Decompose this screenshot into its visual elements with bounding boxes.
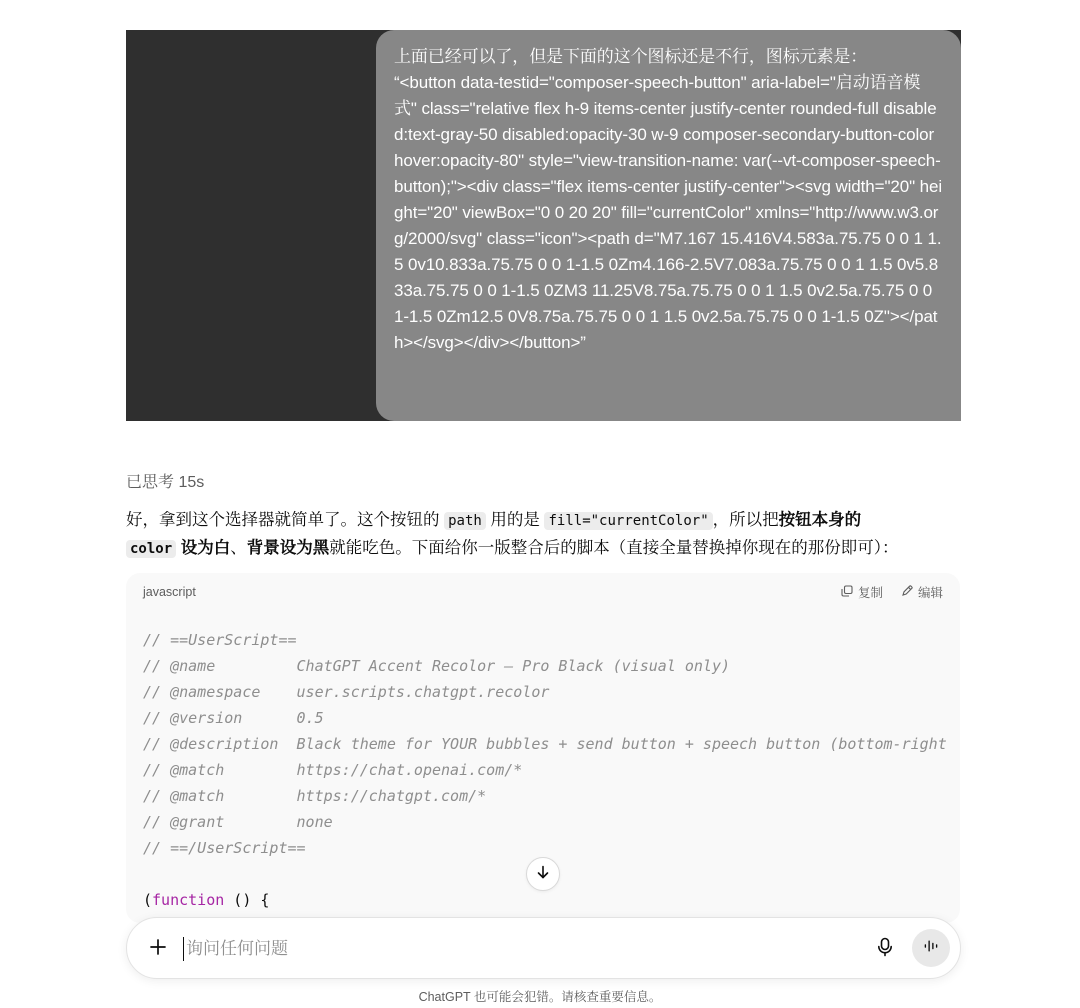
edit-icon [901,585,913,600]
code-line: // @match https://chatgpt.com/* [143,787,487,805]
code-line: // @version 0.5 [143,709,324,727]
code-line: // @match https://chat.openai.com/* [143,761,523,779]
inline-code-fill: fill="currentColor" [544,512,712,530]
code-line-close: () { [224,891,270,909]
code-line: // ==/UserScript== [143,839,306,857]
code-line-open: ( [143,891,153,909]
code-keyword: function [152,891,225,909]
user-message-bubble [376,30,961,421]
inline-code-color: color [126,540,176,558]
answer-bold-3: 背景设为黑 [246,539,330,557]
user-message-text: 上面已经可以了，但是下面的这个图标还是不行，图标元素是： “<button data-testid="composer-speech-button" aria-label="启动语音模式" class="relative flex h-9 items-center justify-center rounded-full disabled:text-gray-50 disabled:opacity-30 w-9 composer-secondary-button-color hover:opacity-80" style="view-transition-name: var(--vt-composer-speech-button);"><div class="flex items-center justify-center"><svg width="20" height="20" viewBox="0 0 20 20" fill="currentColor" xmlns="http://www.w3.org/2000/svg" class="icon"><path d="M7.167 15.416V4.583a.75.75 0 0 1 1.5 0v10.833a.75.75 0 0 1-1.5 0Zm4.166-2.5V7.083a.75.75 0 0 1 1.5 0v5.833a.75.75 0 0 1-1.5 0ZM3 11.25V8.75a.75.75 0 0 1 1.5 0v2.5a.75.75 0 0 1-1.5 0Zm12.5 0V8.75a.75.75 0 0 1 1.5 0v2.5a.75.75 0 0 1-1.5 0Z"></path></svg></div></button>” [394,47,943,352]
code-line: // @description Black theme for YOUR bubbles + send button + speech button (bottom-right [143,735,947,753]
disclaimer-text: ChatGPT 也可能会犯错。请核查重要信息。 [418,990,662,1004]
plus-icon [149,938,167,961]
copy-label: 复制 [857,586,883,600]
answer-text-2: 用的是 [485,511,545,529]
code-line: // @name ChatGPT Accent Recolor — Pro Black (visual only) [143,657,730,675]
answer-text-3: ，所以把 [712,511,779,529]
answer-bold-1: 按钮本身的 [778,511,862,529]
code-line: // @grant none [143,813,333,831]
dictate-button[interactable] [873,936,897,962]
code-language-label: javascript [143,585,196,599]
code-actions [841,583,943,601]
prompt-input[interactable] [183,937,823,961]
code-line: // @namespace user.scripts.chatgpt.recolor [143,683,550,701]
attach-button[interactable] [145,936,171,962]
inline-code-path: path [444,512,486,530]
edit-label: 编辑 [917,586,943,600]
answer-text-5: 就能吃色。下面给你一版整合后的脚本（直接全量替换掉你现在的那份即可）： [329,539,899,557]
copy-icon [841,585,853,600]
code-block-header [126,573,960,611]
edit-code-button[interactable] [901,583,943,601]
copy-code-button[interactable] [841,583,883,601]
code-line: // ==UserScript== [143,631,297,649]
assistant-answer-text [126,507,966,563]
mic-icon [877,937,893,962]
voice-wave-icon [922,937,940,960]
user-message-row [126,30,961,421]
arrow-down-icon [535,864,551,885]
answer-text-1: 好，拿到这个选择器就简单了。这个按钮的 [126,511,445,529]
thought-duration[interactable]: 已思考 15s [126,474,205,491]
answer-bold-2: 设为白 [176,539,231,557]
speech-mode-button[interactable] [912,929,950,967]
composer [126,917,961,979]
scroll-to-bottom-button[interactable] [526,857,560,891]
answer-text-4: 、 [230,539,247,557]
